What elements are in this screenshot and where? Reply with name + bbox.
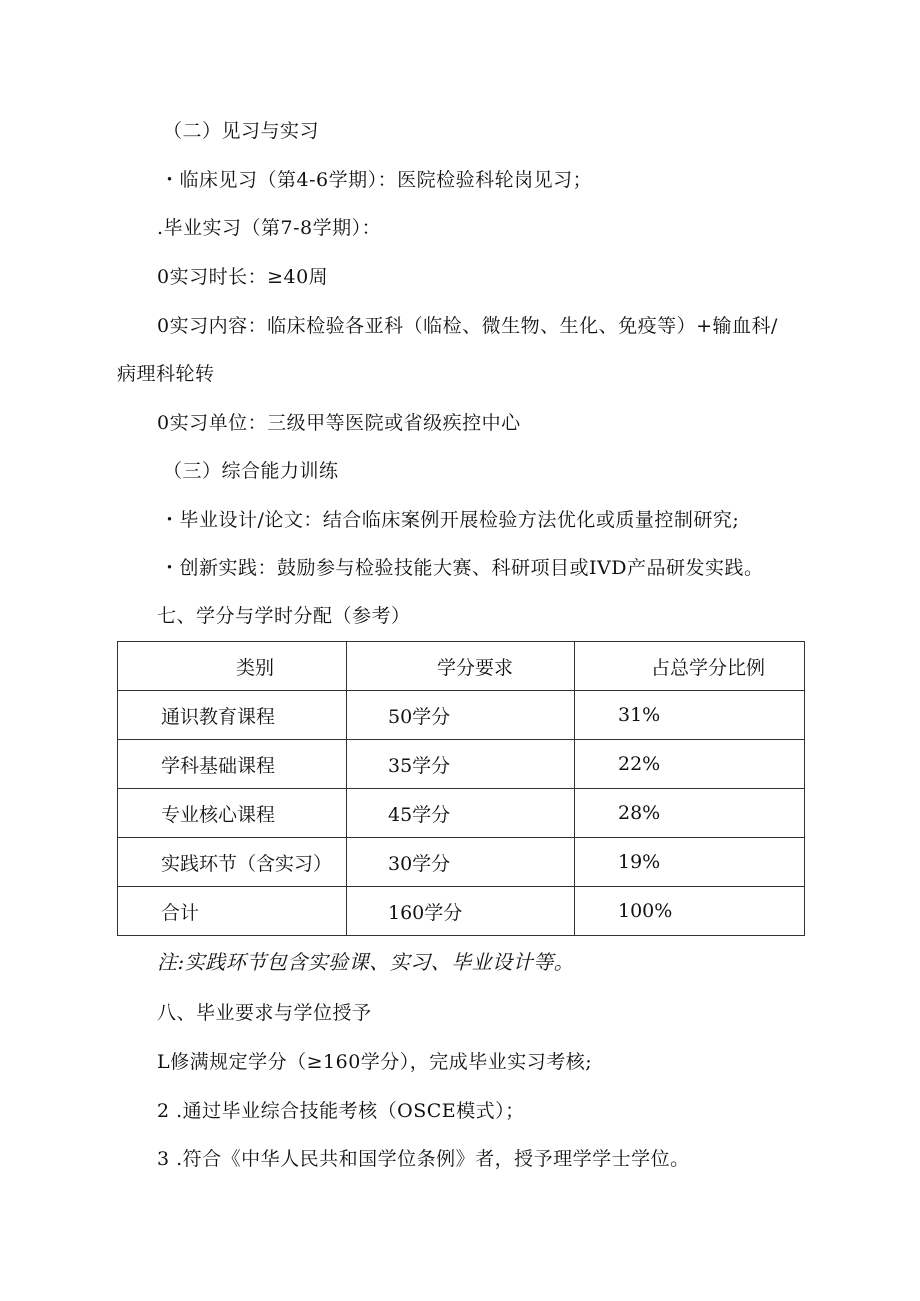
section-heading-training: （三）综合能力训练 [163,460,339,482]
graduation-requirement-1: L修满规定学分（≥160学分），完成毕业实习考核; [157,1051,593,1073]
table-cell-category: 合计 [118,887,347,936]
internship-content-item: 0实习内容：临床检验各亚科（临检、微生物、生化、免疫等）+输血科/ [157,315,778,337]
internship-duration-item: 0实习时长：≥40周 [157,266,329,288]
table-header-category: 类别 [118,642,347,691]
innovation-item: ・创新实践：鼓励参与检验技能大赛、科研项目或IVD产品研发实践。 [160,557,764,579]
clinical-observation-item: ・临床见习（第4-6学期）：医院检验科轮岗见习； [160,169,593,191]
section-heading-internship: （二）见习与实习 [163,120,320,142]
table-cell-category: 实践环节（含实习） [118,838,347,887]
thesis-item: ・毕业设计/论文：结合临床案例开展检验方法优化或质量控制研究; [160,509,740,531]
table-cell-ratio: 19% [575,838,805,887]
section-heading-credits: 七、学分与学时分配（参考） [157,605,411,627]
table-header-credits: 学分要求 [347,642,575,691]
table-cell-category: 通识教育课程 [118,691,347,740]
graduation-requirement-3: 3 .符合《中华人民共和国学位条例》者，授予理学学士学位。 [157,1148,690,1170]
table-cell-credits: 30学分 [347,838,575,887]
table-cell-category: 学科基础课程 [118,740,347,789]
table-row-total [118,887,805,936]
table-note: 注:实践环节包含实验课、实习、毕业设计等。 [157,950,575,974]
table-cell-credits: 35学分 [347,740,575,789]
table-cell-credits: 160学分 [347,887,575,936]
credit-allocation-table [117,641,805,936]
table-row [118,789,805,838]
table-cell-credits: 45学分 [347,789,575,838]
graduation-requirement-2: 2 .通过毕业综合技能考核（OSCE模式）； [157,1100,525,1122]
table-cell-ratio: 100% [575,887,805,936]
table-row [118,691,805,740]
internship-units-item: 0实习单位：三级甲等医院或省级疾控中心 [157,412,521,434]
table-cell-ratio: 22% [575,740,805,789]
graduation-internship-item: .毕业实习（第7-8学期）： [157,217,382,239]
table-cell-ratio: 28% [575,789,805,838]
table-cell-ratio: 31% [575,691,805,740]
table-header-row [118,642,805,691]
table-header-ratio: 占总学分比例 [575,642,805,691]
table-cell-category: 专业核心课程 [118,789,347,838]
table-row [118,740,805,789]
internship-content-continuation: 病理科轮转 [117,363,215,385]
section-heading-graduation: 八、毕业要求与学位授予 [157,1002,372,1024]
table-cell-credits: 50学分 [347,691,575,740]
table-row [118,838,805,887]
